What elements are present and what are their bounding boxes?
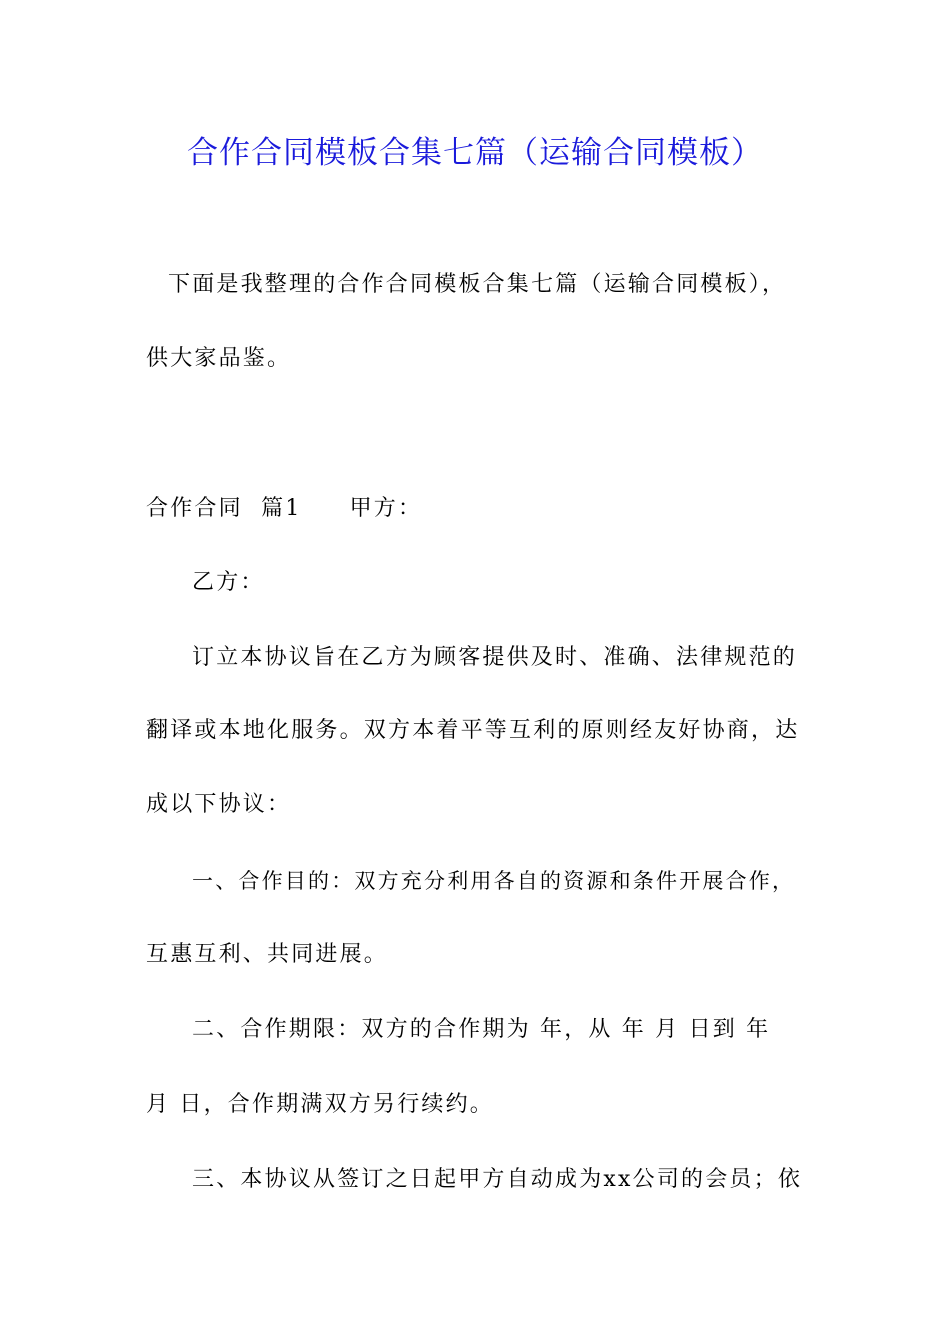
paragraph-3-line-1: 二、合作期限：双方的合作期为 年，从 年 月 日到 年 [192, 1017, 771, 1042]
paragraph-1-line-3: 成以下协议： [146, 792, 292, 817]
paragraph-3-line-2: 月 日，合作期满双方另行续约。 [146, 1092, 494, 1117]
section-heading [146, 494, 806, 524]
paragraph-1-line-1: 订立本协议旨在乙方为顾客提供及时、准确、法律规范的 [192, 645, 798, 670]
paragraph-2-line-2: 互惠互利、共同进展。 [146, 942, 389, 967]
document-title: 合作合同模板合集七篇（运输合同模板） [187, 135, 763, 171]
paragraph-4-line-1: 三、本协议从签订之日起甲方自动成为xx公司的会员；依 [192, 1167, 803, 1192]
intro-line-1: 下面是我整理的合作合同模板合集七篇（运输合同模板）， [168, 272, 787, 297]
paragraph-1-line-2: 翻译或本地化服务。双方本着平等互利的原则经友好协商，达 [146, 718, 800, 743]
party-a-label: 甲方： [349, 496, 423, 521]
section-label: 合作合同 篇1 [146, 496, 302, 521]
party-b-label: 乙方： [192, 570, 265, 595]
paragraph-2-line-1: 一、合作目的：双方充分利用各自的资源和条件开展合作， [192, 869, 796, 893]
intro-line-2: 供大家品鉴。 [146, 346, 292, 371]
